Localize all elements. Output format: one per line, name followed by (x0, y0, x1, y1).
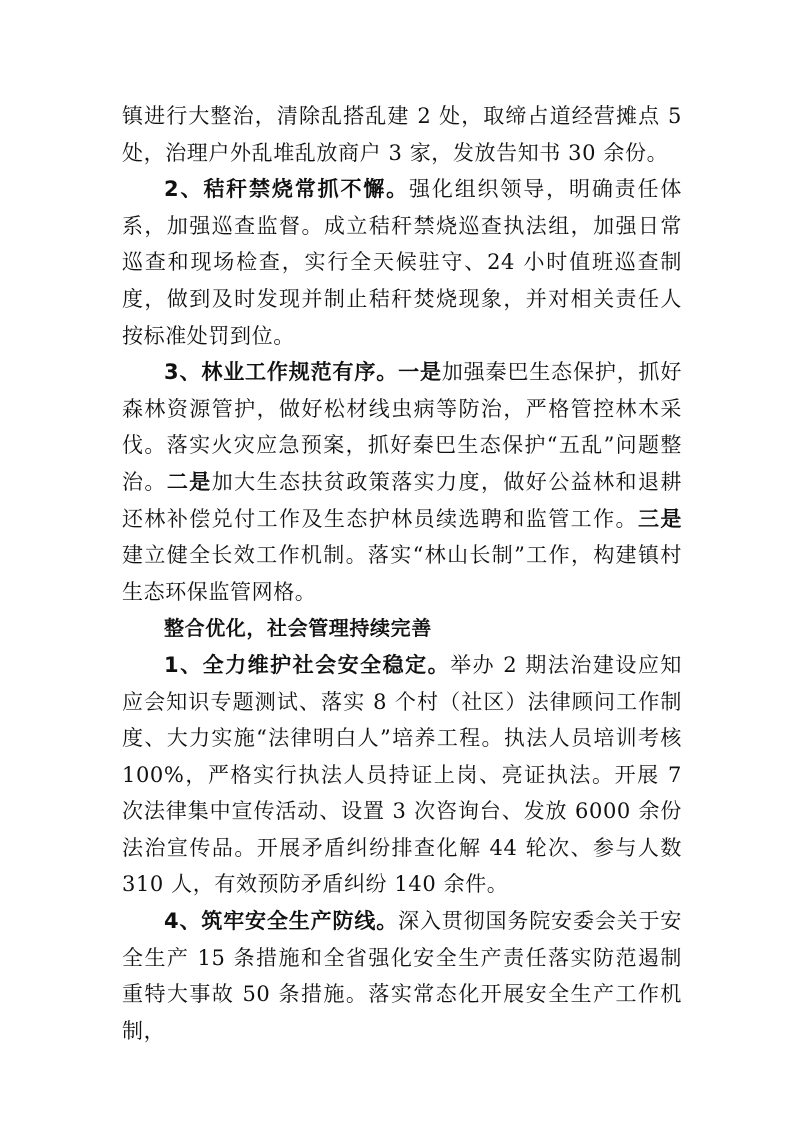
point-lead-1: 一是 (398, 360, 442, 385)
paragraph-text: 强化组织领导，明确责任体系，加强巡查监督。成立秸秆禁烧巡查执法组，加强日常巡查和现场检查，实行全天候驻守、24 小时值班巡查制度，做到及时发现并制止秸秆焚烧现象，并对相关责任人按标准处罚到位。 (122, 177, 682, 348)
paragraph-straw-burning (122, 171, 682, 354)
paragraph-work-safety (122, 903, 682, 1049)
document-body (122, 98, 682, 1049)
paragraph-forestry (122, 354, 682, 610)
paragraph-rectification (122, 98, 682, 171)
point-lead-3: 三是 (637, 506, 682, 531)
paragraph-heading: 4、筑牢安全生产防线。 (164, 909, 399, 934)
point-lead-2: 二是 (166, 469, 212, 494)
paragraph-heading: 3、林业工作规范有序。 (164, 360, 399, 385)
point-text-1: 加强秦巴生态保护，抓好森林资源管护，做好松材线虫病等防治，严格管控林木采伐。落实火灾应急预案，抓好秦巴生态保护“五乱”问题整治。 (122, 360, 683, 494)
point-text-2: 加大生态扶贫政策落实力度，做好公益林和退耕还林补偿兑付工作及生态护林员续选聘和监管工作。 (122, 469, 683, 531)
section-title: 整合优化，社会管理持续完善 (164, 616, 432, 641)
paragraph-text: 举办 2 期法治建设应知应会知识专题测试、落实 8 个村（社区）法律顾问工作制度、大力实施“法律明白人”培养工程。执法人员培训考核 100%，严格实行执法人员持证上岗、亮证执法。开展 7 次法律集中宣传活动、设置 3 次咨询台、发放 6000 余份法治宣传品。开展矛盾纠纷排查化解 44 轮次、参与人数 310 人，有效预防矛盾纠纷 140 余件。 (122, 652, 682, 897)
paragraph-heading: 1、全力维护社会安全稳定。 (164, 652, 451, 677)
point-text-3: 建立健全长效工作机制。落实“林山长制”工作，构建镇村生态环保监管网格。 (122, 543, 682, 604)
paragraph-heading: 2、秸秆禁烧常抓不懈。 (164, 177, 409, 202)
section-heading (122, 610, 682, 647)
paragraph-text: 深入贯彻国务院安委会关于安全生产 15 条措施和全省强化安全生产责任落实防范遏制重特大事故 50 条措施。落实常态化开展安全生产工作机制， (122, 909, 682, 1043)
paragraph-text: 镇进行大整治，清除乱搭乱建 2 处，取缔占道经营摊点 5 处，治理户外乱堆乱放商户 3 家，发放告知书 30 余份。 (122, 104, 682, 165)
paragraph-social-stability (122, 647, 682, 903)
